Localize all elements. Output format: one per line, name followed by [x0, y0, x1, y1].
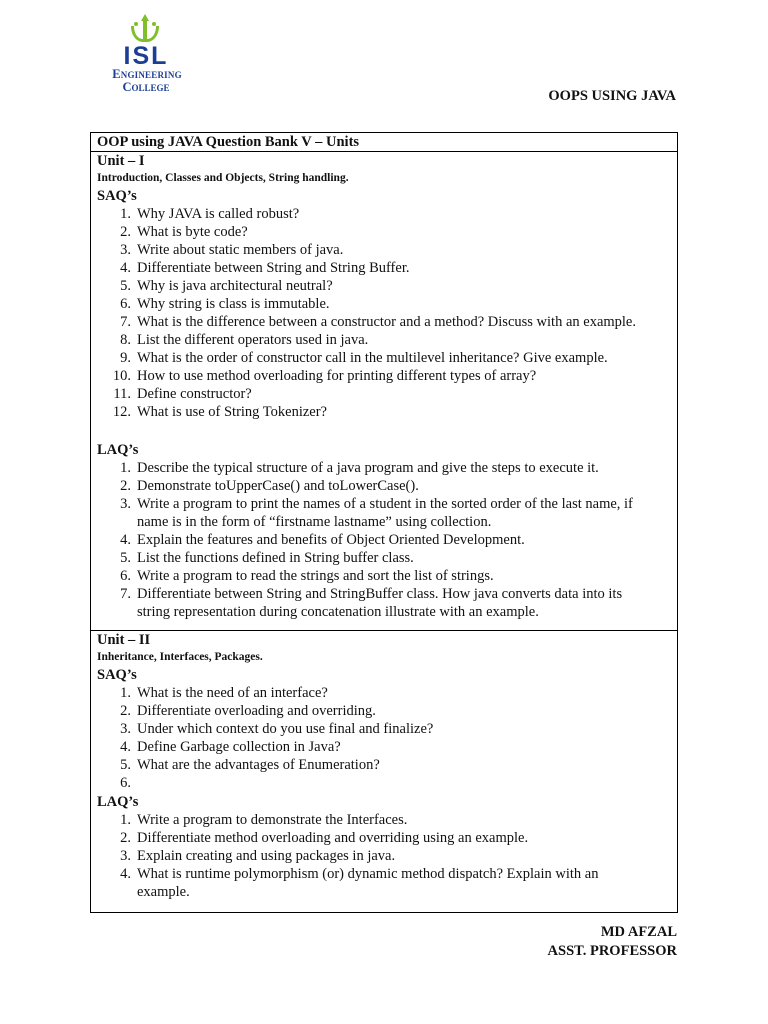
list-item: 9. What is the order of constructor call in the multilevel inheritance? Give example.	[120, 350, 608, 366]
unit-2-topics: Inheritance, Interfaces, Packages.	[97, 651, 263, 663]
unit-1-saq-list	[91, 205, 677, 421]
unit-1-saq-label: SAQ’s	[97, 188, 137, 204]
unit-2-saq-list: 1. What is the need of an interface? 2. Differentiate overloading and overriding. 3. Under which context do you use final and finalize? 4. Define Garbage collection in Java? 5. What are the advantages of Enumeration? 6.	[91, 684, 683, 774]
list-item: 10. How to use method overloading for printing different types of array?	[112, 368, 537, 384]
unit-1-topics: Introduction, Classes and Objects, String handling.	[97, 172, 349, 184]
unit-1-laq-label: LAQ’s	[97, 442, 139, 458]
list-item: 5. Why is java architectural neutral?	[120, 278, 333, 294]
unit-2-saq-label: SAQ’s	[97, 667, 137, 683]
unit-1-laq-list	[91, 459, 677, 621]
list-item: 6. Write a program to read the strings and sort the list of strings.	[120, 568, 494, 584]
list-item: 4. Explain the features and benefits of Object Oriented Development.	[120, 532, 525, 548]
signature-designation: ASST. PROFESSOR	[547, 943, 677, 959]
list-item: 6. Why string is class is immutable.	[120, 296, 330, 312]
list-item-continuation: name is in the form of “firstname lastname” using collection.	[137, 514, 492, 530]
list-item: 4. What is runtime polymorphism (or) dynamic method dispatch? Explain with an	[120, 866, 599, 882]
course-title: OOPS USING JAVA	[548, 88, 676, 104]
question-bank-title: OOP using JAVA Question Bank V – Units	[97, 134, 360, 150]
list-item: 7. Differentiate between String and StringBuffer class. How java converts data into its	[120, 586, 623, 602]
logo-text-college: College	[122, 80, 170, 94]
list-item: 12. What is use of String Tokenizer?	[112, 404, 327, 420]
logo-emblem-icon	[125, 12, 165, 46]
list-item: 2. What is byte code?	[120, 224, 248, 240]
list-item: 2. Differentiate overloading and overriding.	[120, 703, 376, 719]
unit-1-section	[91, 152, 677, 631]
list-item: 2. Differentiate method overloading and overriding using an example.	[120, 830, 529, 846]
logo-text-engineering: Engineering	[112, 67, 182, 81]
unit-2-section	[91, 631, 683, 913]
list-item: 2. Demonstrate toUpperCase() and toLowerCase().	[120, 478, 419, 494]
college-logo	[106, 12, 186, 94]
list-item: 4. Define Garbage collection in Java?	[120, 739, 341, 755]
list-item-continuation: example.	[137, 884, 190, 900]
list-item: 1. Describe the typical structure of a java program and give the steps to execute it.	[120, 460, 599, 476]
list-item: 4. Differentiate between String and String Buffer.	[120, 260, 410, 276]
list-item: 3. Under which context do you use final and finalize?	[120, 721, 434, 737]
table-header-row	[91, 133, 677, 152]
list-item: 3. Write a program to print the names of a student in the sorted order of the last name, if	[120, 496, 633, 512]
list-item: 7. What is the difference between a constructor and a method? Discuss with an example.	[120, 314, 636, 330]
unit-2-laq-list	[91, 811, 683, 901]
unit-1-heading: Unit – I	[97, 153, 145, 169]
list-item: 5. What are the advantages of Enumeration?	[120, 757, 380, 773]
list-item: 8. List the different operators used in java.	[120, 332, 369, 348]
list-item: 11. Define constructor?	[113, 386, 252, 402]
list-item: 5. List the functions defined in String buffer class.	[120, 550, 414, 566]
list-item: 3. Write about static members of java.	[120, 242, 344, 258]
question-bank-table	[90, 132, 678, 913]
signature-name: MD AFZAL	[600, 924, 677, 940]
list-item: 1. What is the need of an interface?	[120, 685, 328, 701]
unit-2-heading: Unit – II	[97, 632, 151, 648]
list-item: 1. Why JAVA is called robust?	[120, 206, 300, 222]
unit-2-laq-label: LAQ’s	[97, 794, 139, 810]
list-item: 1. Write a program to demonstrate the Interfaces.	[120, 812, 408, 828]
logo-text-isl: ISL	[123, 42, 169, 70]
list-item: 3. Explain creating and using packages in java.	[120, 848, 396, 864]
list-item-continuation: string representation during concatenation illustrate with an example.	[137, 604, 539, 620]
